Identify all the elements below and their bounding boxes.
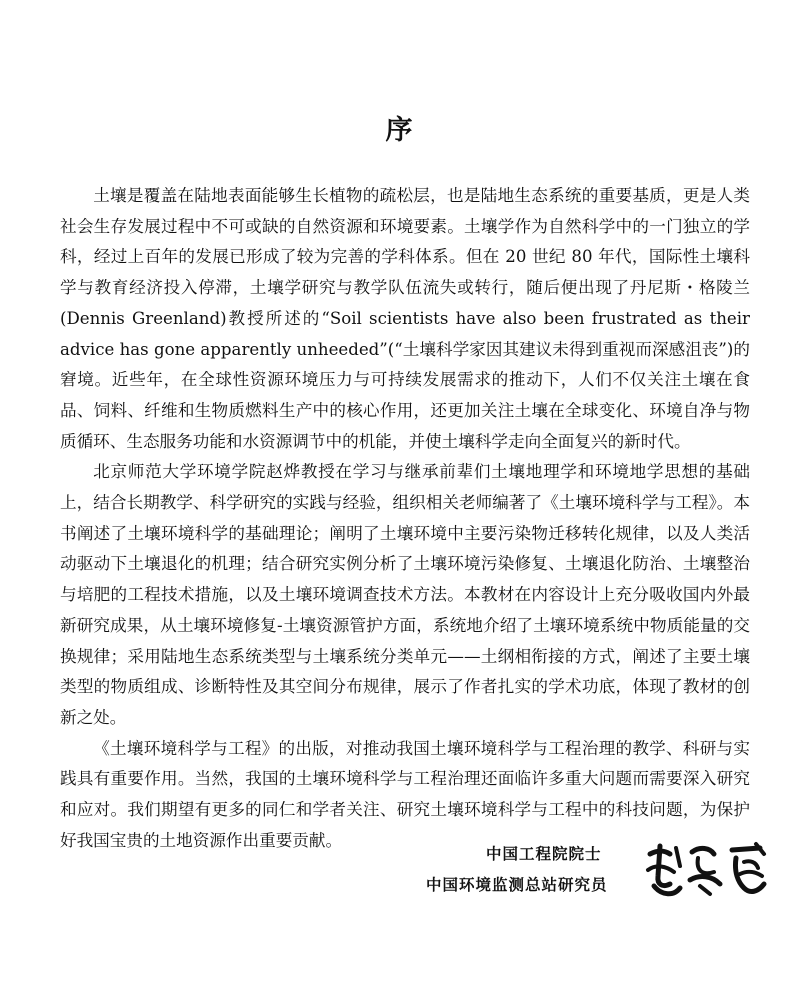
paragraph-2: 北京师范大学环境学院赵烨教授在学习与继承前辈们土壤地理学和环境地学思想的基础上，结合长期教学、科学研究的实践与经验，组织相关老师编著了《土壤环境科学与工程》。本书阐述了土壤环境科学的基础理论；阐明了土壤环境中主要污染物迁移转化规律，以及人类活动驱动下土壤退化的机理；结合研究实例分析了土壤环境污染修复、土壤退化防治、土壤整治与培肥的工程技术措施，以及土壤环境调查技术方法。本教材在内容设计上充分吸收国内外最新研究成果，从土壤环境修复-土壤资源管护方面，系统地介绍了土壤环境系统中物质能量的交换规律；采用陆地生态系统类型与土壤系统分类单元——土纲相衔接的方式，阐述了主要土壤类型的物质组成、诊断特性及其空间分布规律，展示了作者扎实的学术功底，体现了教材的创新之处。 — [60, 462, 750, 727]
paragraph-1: 土壤是覆盖在陆地表面能够生长植物的疏松层，也是陆地生态系统的重要基质，更是人类社会生存发展过程中不可或缺的自然资源和环境要素。土壤学作为自然科学中的一门独立的学科，经过上百年的发展已形成了较为完善的学科体系。但在 20 世纪 80 年代，国际性土壤科学与教育经济投入停滞，土壤学研究与教学队伍流失或转行，随后便出现了丹尼斯・格陵兰(Dennis Greenland)教授所述的“Soil scientists have also been frustrated as their advice has gone apparently unheeded”(“土壤科学家因其建议未得到重视而深感沮丧”)的窘境。近些年，在全球性资源环境压力与可持续发展需求的推动下，人们不仅关注土壤在食品、饲料、纤维和生物质燃料生产中的核心作用，还更加关注土壤在全球变化、环境自净与物质循环、生态服务功能和水资源调节中的机能，并使土壤科学走向全面复兴的新时代。 — [60, 186, 750, 451]
author-title-line-1: 中国工程院院士 — [486, 844, 602, 863]
page-title: 序 — [385, 115, 415, 146]
handwritten-signature — [640, 836, 770, 906]
paragraph-3: 《土壤环境科学与工程》的出版，对推动我国土壤环境科学与工程治理的教学、科研与实践具有重要作用。当然，我国的土壤环境科学与工程治理还面临许多重大问题而需要深入研究和应对。我们期望有更多的同仁和学者关注、研究土壤环境科学与工程中的科技问题，为保护好我国宝贵的土地资源作出重要贡献。 — [60, 738, 750, 850]
author-title-line-2: 中国环境监测总站研究员 — [426, 875, 608, 894]
preface-body — [60, 181, 750, 856]
signature-block — [408, 836, 768, 916]
